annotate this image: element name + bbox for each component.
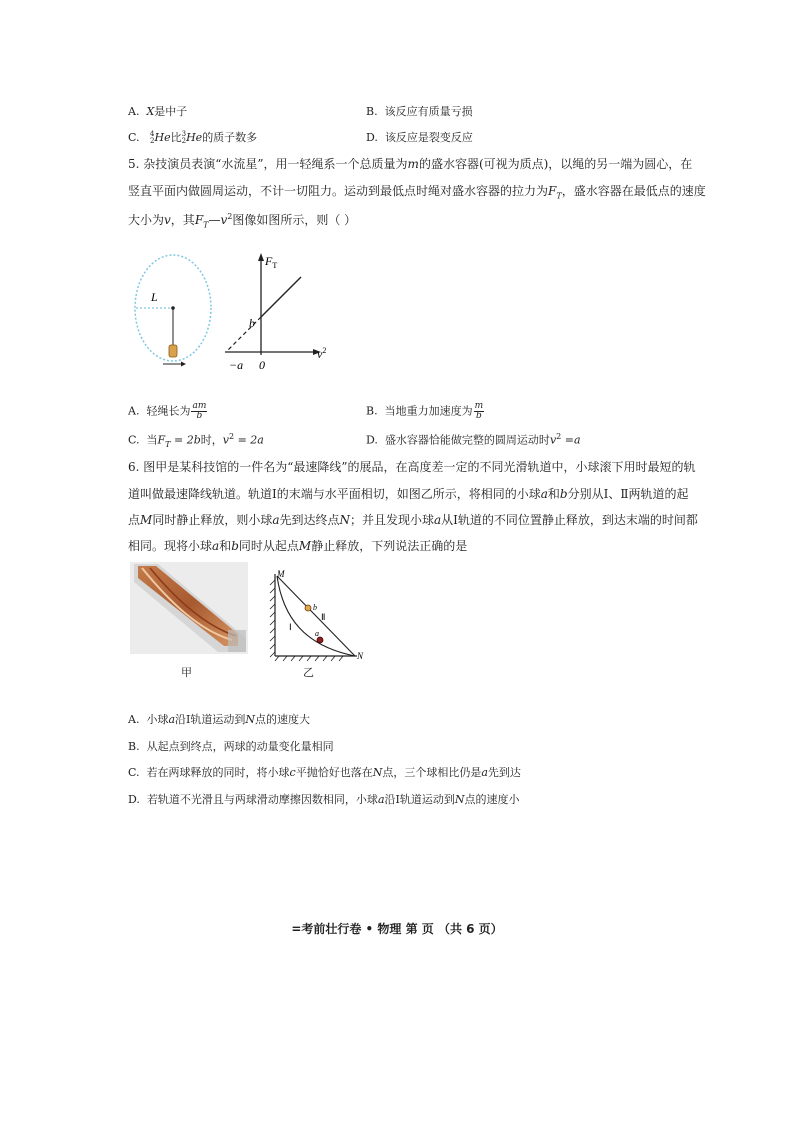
q6-option-a: A. 小球a沿Ⅰ轨道运动到N点的速度大 <box>128 713 310 726</box>
axis-label-ft: $F_T$ <box>265 254 278 270</box>
ft-line-extension <box>228 317 261 350</box>
q5-stem-line1: 5. 杂技演员表演“水流星”，用一轻绳系一个总质量为m的盛水容器(可视为质点)，以绳的另一端为圆心，在 <box>128 157 693 171</box>
track-i-label: Ⅰ <box>289 622 292 632</box>
point-n-label: N <box>357 651 364 661</box>
q6-option-c: C. 若在两球释放的同时，将小球c平抛恰好也落在N点，三个球相比仍是a先到达 <box>128 766 521 779</box>
q6-stem-line1: 6. 图甲是某科技馆的一件名为“最速降线”的展品，在高度差一定的不同光滑轨道中，小球滚下用时最短的轨 <box>128 460 696 474</box>
q4-option-a: A. X是中子 <box>128 105 188 118</box>
caption-jia: 甲 <box>181 666 192 679</box>
q6-stem-line3: 点M同时静止释放，则小球a先到达终点N；并且发现小球a从Ⅰ轨道的不同位置静止释放，到达末端的时间都 <box>128 513 698 527</box>
q5-stem-line2: 竖直平面内做圆周运动，不计一切阻力。运动到最低点时绳对盛水容器的拉力为$F_T$，盛水容器在最低点的速度 <box>128 184 706 201</box>
water-container-icon <box>169 345 177 357</box>
q4-option-d: D. 该反应是裂变反应 <box>366 131 473 144</box>
q6-option-d: D. 若轨道不光滑且与两球滑动摩擦因数相同，小球a沿Ⅰ轨道运动到N点的速度小 <box>128 793 520 806</box>
ball-b-icon <box>305 605 311 611</box>
q5-figure <box>125 245 345 375</box>
ball-b-label: b <box>313 603 317 612</box>
caption-yi: 乙 <box>303 666 314 679</box>
q4-option-b: B. 该反应有质量亏损 <box>366 105 473 118</box>
q6-stem-line2: 道叫做最速降线轨道。轨道Ⅰ的末端与水平面相切，如图乙所示，将相同的小球a和b分别从Ⅰ、Ⅱ两轨道的起 <box>128 487 689 501</box>
q5-option-a: A. 轻绳长为 $\frac{am}{b}$ <box>128 401 207 421</box>
origin-label: 0 <box>259 358 265 372</box>
q5-option-c: C. 当$F_T = 2b$时，$v^2 = 2a$ <box>128 432 264 449</box>
axis-label-v2: $v^2$ <box>317 346 327 361</box>
intercept-label-neg-a: −a <box>229 358 244 372</box>
q5-option-b: B. 当地重力加速度为 $\frac{m}{b}$ <box>366 401 484 421</box>
q6-track-diagram <box>265 568 375 663</box>
page-footer: =考前壮行卷 • 物理 第 页 （共 6 页） <box>291 922 503 936</box>
ground-hatching <box>275 656 343 661</box>
track-ii-label: Ⅱ <box>321 612 326 622</box>
wall-hatching <box>270 580 275 657</box>
arrow-head-icon <box>181 362 186 367</box>
q6-photo-figure <box>128 560 253 660</box>
y-axis-arrow-icon <box>258 253 264 261</box>
length-label: L <box>151 290 158 304</box>
track-ii <box>277 576 355 656</box>
track-end-box <box>228 630 246 652</box>
point-m-label: M <box>277 569 285 579</box>
intercept-label-b: b <box>249 316 255 330</box>
q6-stem-line4: 相同。现将小球a和b同时从起点M静止释放，下列说法正确的是 <box>128 539 468 553</box>
ball-a-label: a <box>315 629 319 638</box>
q6-option-b: B. 从起点到终点，两球的动量变化量相同 <box>128 740 334 753</box>
q4-option-c: C. 4 2 He比 3 2 He的质子数多 <box>128 130 258 145</box>
q5-stem-line3: 大小为v，其$F_T—v^2$图像如图所示，则（ ） <box>128 212 357 230</box>
q5-option-d: D. 盛水容器恰能做完整的圆周运动时$v^2 =a$ <box>366 432 581 447</box>
ft-line <box>261 277 301 317</box>
